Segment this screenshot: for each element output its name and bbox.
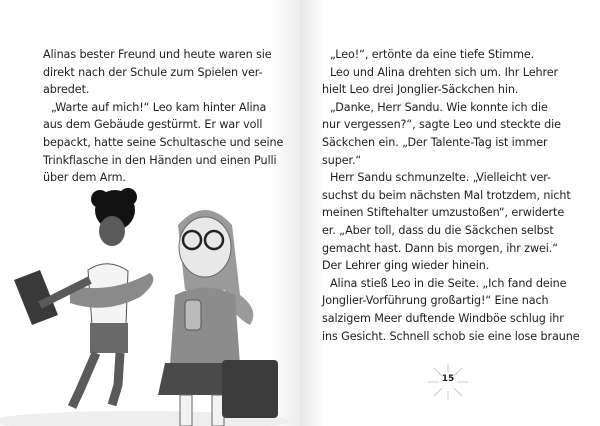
text-line: Der Lehrer ging wieder hinein. — [322, 259, 490, 273]
page-number-text: 15 — [441, 374, 455, 384]
right-page — [300, 0, 600, 426]
leo-figure — [14, 188, 153, 407]
text-line: Alinas bester Freund und heute waren sie — [43, 48, 272, 61]
text-line: super.“ — [322, 153, 362, 167]
text-line: Säckchen ein. „Der Talente-Tag ist immer — [322, 135, 548, 149]
text-line: „Leo!“, ertönte da eine tiefe Stimme. — [330, 48, 535, 61]
text-line: nur vergessen?“, sagte Leo und steckte die — [322, 118, 561, 132]
text-line: über dem Arm. — [43, 171, 126, 185]
text-line: bepackt, hatte seine Schultasche und seine — [43, 135, 284, 149]
right-page-text — [322, 46, 580, 345]
text-line: Herr Sandu schmunzelte. „Vielleicht ver- — [330, 171, 551, 185]
text-line: Alina stieß Leo in die Seite. „Ich fand deine — [330, 276, 567, 290]
text-line: ins Gesicht. Schnell schob sie eine lose braune — [322, 329, 580, 343]
text-line: Leo und Alina drehten sich um. Ihr Lehrer — [330, 65, 559, 79]
text-line: aus dem Gebäude gestürmt. Er war voll — [43, 118, 263, 132]
page-number — [420, 362, 476, 402]
alina-figure — [158, 210, 278, 426]
text-line: Jonglier-Vorführung großartig!“ Eine nach — [322, 294, 549, 308]
text-line: „Warte auf mich!“ Leo kam hinter Alina — [51, 100, 267, 114]
text-line: er. „Aber toll, dass du die Säckchen selbst — [322, 223, 554, 237]
text-line: „Danke, Herr Sandu. Wie konnte ich die — [330, 100, 548, 114]
text-line: abredet. — [43, 83, 90, 97]
text-line: suchst du beim nächsten Mal trotzdem, nicht — [322, 188, 571, 202]
left-page-text — [43, 46, 288, 187]
text-line: gemacht hast. Dann bis morgen, ihr zwei.“ — [322, 241, 558, 255]
illustration-leo-and-alina — [0, 185, 300, 426]
text-line: hielt Leo drei Jonglier-Säckchen hin. — [322, 83, 519, 97]
text-line: meinen Stiftehalter umzustoßen“, erwiderte — [322, 206, 565, 220]
text-line: salzigem Meer duftende Windböe schlug ihr — [322, 311, 564, 325]
text-line: Trinkflasche in den Händen und einen Pulli — [43, 153, 277, 167]
text-line: direkt nach der Schule zum Spielen ver- — [43, 65, 263, 79]
